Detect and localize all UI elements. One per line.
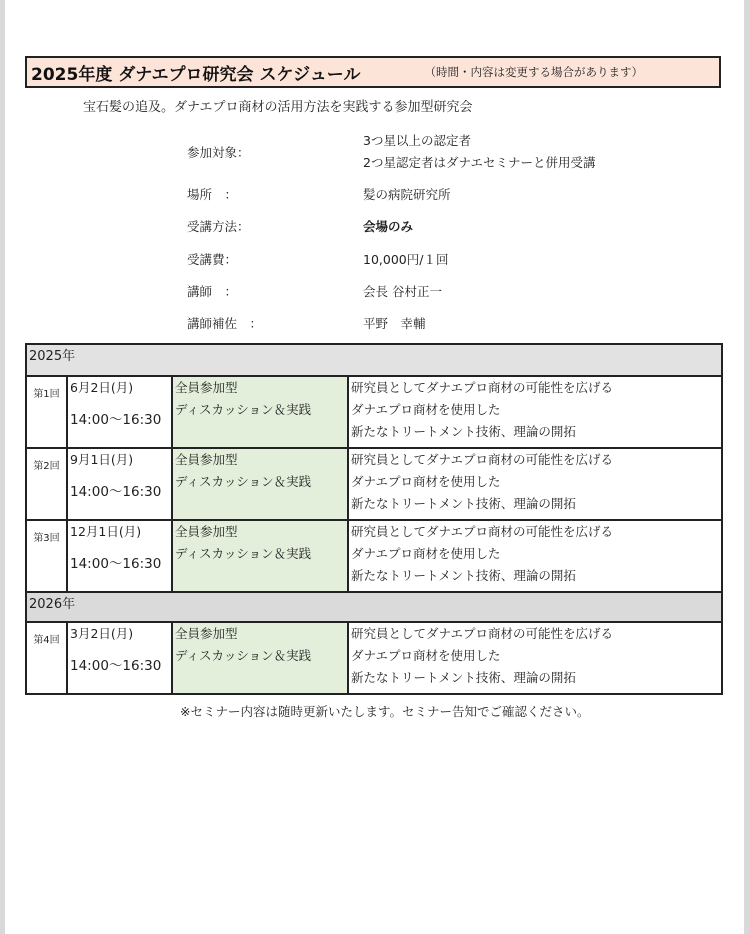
info-label: 参加対象： bbox=[187, 145, 250, 160]
description-line: 研究員としてダナエプロ商材の可能性を広げる bbox=[351, 626, 614, 641]
year-row bbox=[26, 344, 722, 376]
info-row-fee bbox=[187, 242, 657, 275]
session-row bbox=[26, 376, 722, 448]
page-title: 2025年度 ダナエプロ研究会 スケジュール bbox=[31, 64, 361, 85]
info-row-location bbox=[187, 178, 657, 210]
session-date: 3月2日(月) bbox=[70, 626, 134, 641]
info-value: 会場のみ bbox=[363, 219, 414, 234]
description-line: 新たなトリートメント技術、理論の開拓 bbox=[351, 496, 576, 511]
info-value-line: 3つ星以上の認定者 bbox=[363, 133, 471, 148]
info-value: 10,000円/１回 bbox=[363, 251, 449, 267]
description-line: ダナエプロ商材を使用した bbox=[351, 402, 501, 417]
session-time: 14:00～16:30 bbox=[70, 412, 162, 428]
session-description bbox=[348, 376, 722, 448]
category-line: ディスカッション＆実践 bbox=[175, 648, 312, 663]
session-description bbox=[348, 520, 722, 592]
info-label: 受講方法： bbox=[187, 219, 250, 234]
title-note: （時間・内容は変更する場合があります） bbox=[424, 65, 643, 79]
session-date: 9月1日(月) bbox=[70, 452, 134, 467]
info-row-lecturer bbox=[187, 275, 657, 307]
info-label: 場所 ： bbox=[187, 187, 238, 202]
info-value-line: 2つ星認定者はダナエセミナーと併用受講 bbox=[363, 155, 596, 170]
session-date: 12月1日(月) bbox=[70, 524, 142, 539]
info-row-assistant bbox=[187, 307, 657, 339]
year-row bbox=[26, 592, 722, 622]
session-category bbox=[172, 448, 348, 520]
category-line: 全員参加型 bbox=[175, 380, 238, 395]
document-page bbox=[5, 0, 744, 934]
session-description bbox=[348, 622, 722, 694]
description-line: 研究員としてダナエプロ商材の可能性を広げる bbox=[351, 452, 614, 467]
description-line: 新たなトリートメント技術、理論の開拓 bbox=[351, 568, 576, 583]
description-line: ダナエプロ商材を使用した bbox=[351, 546, 501, 561]
session-date: 6月2日(月) bbox=[70, 380, 134, 395]
title-banner bbox=[25, 56, 721, 88]
session-time: 14:00～16:30 bbox=[70, 484, 162, 500]
info-label: 講師補佐 ： bbox=[187, 316, 263, 331]
session-date-cell bbox=[67, 376, 172, 448]
year-label: 2025年 bbox=[26, 344, 722, 376]
info-list bbox=[187, 126, 657, 339]
subtitle: 宝石髪の追及。ダナエプロ商材の活用方法を実践する参加型研究会 bbox=[83, 100, 473, 115]
description-line: 新たなトリートメント技術、理論の開拓 bbox=[351, 670, 576, 685]
session-category bbox=[172, 376, 348, 448]
year-label: 2026年 bbox=[26, 592, 722, 622]
schedule-table bbox=[25, 343, 723, 695]
description-line: 研究員としてダナエプロ商材の可能性を広げる bbox=[351, 380, 614, 395]
session-row bbox=[26, 520, 722, 592]
category-line: ディスカッション＆実践 bbox=[175, 402, 312, 417]
info-label: 受講費： bbox=[187, 251, 238, 267]
category-line: 全員参加型 bbox=[175, 626, 238, 641]
session-number: 第3回 bbox=[26, 520, 67, 592]
footer-note: ※セミナー内容は随時更新いたします。セミナー告知でご確認ください。 bbox=[180, 704, 590, 719]
session-row bbox=[26, 622, 722, 694]
session-date-cell bbox=[67, 622, 172, 694]
session-time: 14:00～16:30 bbox=[70, 556, 162, 572]
description-line: 新たなトリートメント技術、理論の開拓 bbox=[351, 424, 576, 439]
category-line: ディスカッション＆実践 bbox=[175, 546, 312, 561]
category-line: ディスカッション＆実践 bbox=[175, 474, 312, 489]
session-category bbox=[172, 622, 348, 694]
info-value: 会長 谷村正一 bbox=[363, 284, 442, 299]
description-line: ダナエプロ商材を使用した bbox=[351, 648, 501, 663]
info-value: 髪の病院研究所 bbox=[363, 187, 451, 202]
session-time: 14:00～16:30 bbox=[70, 658, 162, 674]
info-label: 講師 ： bbox=[187, 284, 238, 299]
description-line: 研究員としてダナエプロ商材の可能性を広げる bbox=[351, 524, 614, 539]
info-row-method bbox=[187, 210, 657, 242]
info-value bbox=[363, 130, 595, 174]
session-date-cell bbox=[67, 520, 172, 592]
info-row-target bbox=[187, 126, 657, 178]
session-number: 第1回 bbox=[26, 376, 67, 448]
session-description bbox=[348, 448, 722, 520]
category-line: 全員参加型 bbox=[175, 452, 238, 467]
session-row bbox=[26, 448, 722, 520]
session-date-cell bbox=[67, 448, 172, 520]
session-number: 第2回 bbox=[26, 448, 67, 520]
info-value: 平野 幸輔 bbox=[363, 316, 426, 331]
description-line: ダナエプロ商材を使用した bbox=[351, 474, 501, 489]
category-line: 全員参加型 bbox=[175, 524, 238, 539]
session-category bbox=[172, 520, 348, 592]
session-number: 第4回 bbox=[26, 622, 67, 694]
